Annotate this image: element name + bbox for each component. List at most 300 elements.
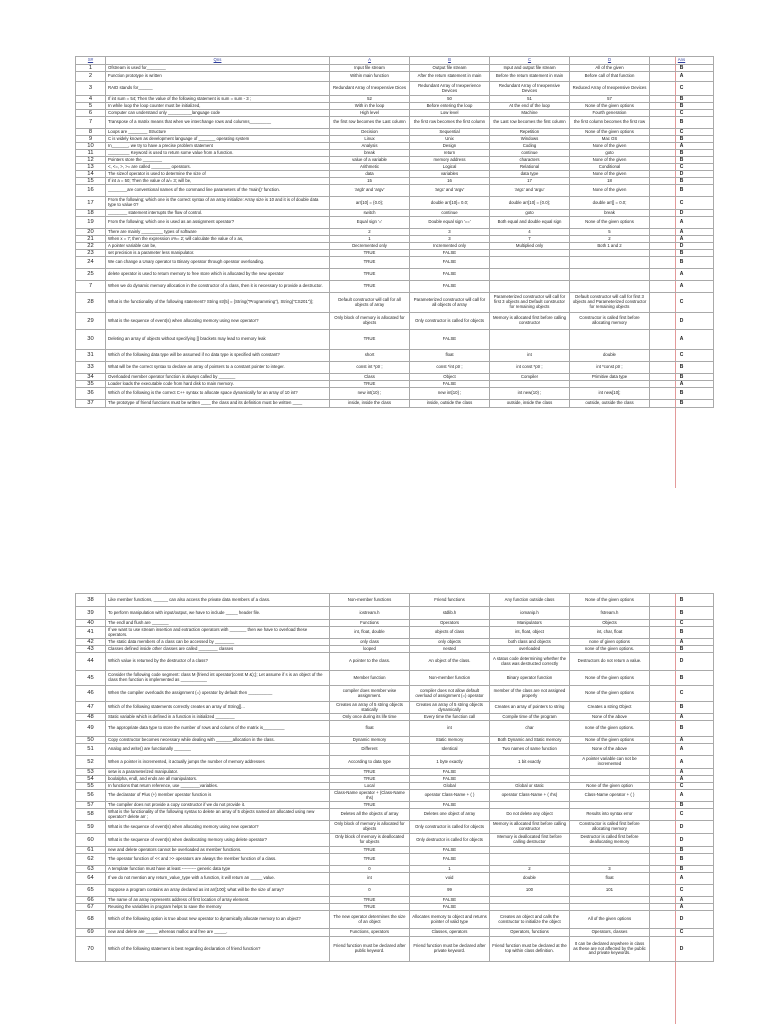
question-row bbox=[76, 178, 714, 185]
option-c: the Last row becomes the first column bbox=[490, 117, 570, 129]
option-c: int bbox=[490, 350, 570, 362]
answer-key: D bbox=[650, 821, 714, 834]
option-d: none of the given options. bbox=[570, 646, 650, 653]
answer-key: B bbox=[650, 671, 714, 686]
option-b: 3 bbox=[410, 229, 490, 236]
option-d: Constructor is called first before allocating memory bbox=[570, 313, 650, 330]
question-text: new and delete are _____ whereas malloc and free are _____. bbox=[106, 929, 330, 937]
question-text: Like member functions, ______ can also access the private data members of a class. bbox=[106, 594, 330, 607]
option-a: 'argb' and 'argv' bbox=[330, 185, 410, 197]
option-b: only objects bbox=[410, 639, 490, 646]
question-text: What is the sequence of event(s) when allocating memory using new operator? bbox=[106, 313, 330, 330]
option-c: Multiplied only bbox=[490, 243, 570, 250]
answer-key: A bbox=[650, 143, 714, 150]
option-b: 3 bbox=[410, 236, 490, 243]
answer-key: C bbox=[650, 620, 714, 627]
option-a: TRUE bbox=[330, 776, 410, 783]
option-d bbox=[570, 257, 650, 269]
question-row bbox=[76, 374, 714, 381]
header-answer: Ans bbox=[650, 57, 714, 65]
option-a: the first row becomes the Last column bbox=[330, 117, 410, 129]
question-number: 37 bbox=[76, 400, 106, 408]
question-text: Static variable which is defined in a function is initialized ________ bbox=[106, 714, 330, 721]
option-b: operator Class-Name + ( ) bbox=[410, 790, 490, 802]
option-b: Deletes one object of array bbox=[410, 809, 490, 821]
question-number: 60 bbox=[76, 834, 106, 847]
answer-key: D bbox=[650, 243, 714, 250]
option-b: compiler does not allow default overload of assignment (=) operator bbox=[410, 686, 490, 702]
mcq-table-bottom bbox=[75, 593, 713, 962]
question-row bbox=[76, 721, 714, 737]
option-c: member of the class are not assigned properly bbox=[490, 686, 570, 702]
answer-key: C bbox=[650, 350, 714, 362]
option-d bbox=[570, 904, 650, 911]
option-b: Parameterized constructor will call for all objects of array bbox=[410, 293, 490, 313]
option-a: 0 bbox=[330, 866, 410, 873]
question-number: 20 bbox=[76, 229, 106, 236]
option-a: value of a variable bbox=[330, 157, 410, 164]
option-a: only class bbox=[330, 639, 410, 646]
answer-key: C bbox=[650, 129, 714, 136]
question-text: We can change a Unary operator to Binary operator through operator overloading. bbox=[106, 257, 330, 269]
option-c bbox=[490, 257, 570, 269]
option-b: Identical bbox=[410, 744, 490, 756]
option-c: Do not delete any object bbox=[490, 809, 570, 821]
question-number: 51 bbox=[76, 744, 106, 756]
answer-key: C bbox=[650, 809, 714, 821]
option-c: Both equal and double equal sign bbox=[490, 217, 570, 229]
mcq-table-top bbox=[75, 56, 713, 408]
question-row bbox=[76, 164, 714, 171]
option-c: 51 bbox=[490, 96, 570, 103]
option-a: The new operator determines the size of an object bbox=[330, 911, 410, 929]
option-d: 3 bbox=[570, 866, 650, 873]
question-row bbox=[76, 873, 714, 885]
option-a: TRUE bbox=[330, 847, 410, 854]
question-number: 24 bbox=[76, 257, 106, 269]
question-text: If we do not mention any return_value_type with a function, it will return an _____ value. bbox=[106, 873, 330, 885]
option-b: Only constructor is called for objects bbox=[410, 821, 490, 834]
question-row bbox=[76, 653, 714, 671]
option-b: Allocates memory to object and returns pointer of valid type bbox=[410, 911, 490, 929]
option-b: return bbox=[410, 150, 490, 157]
question-number: 62 bbox=[76, 854, 106, 866]
answer-key: A bbox=[650, 776, 714, 783]
question-number: 64 bbox=[76, 873, 106, 885]
option-a: new int(10) ; bbox=[330, 388, 410, 400]
option-d: 5 bbox=[570, 229, 650, 236]
question-text: Classes defined inside other classes are called ________ classes bbox=[106, 646, 330, 653]
option-c: Compiler bbox=[490, 374, 570, 381]
question-number: 29 bbox=[76, 313, 106, 330]
option-a: Functions bbox=[330, 620, 410, 627]
option-a: 0 bbox=[330, 885, 410, 897]
question-text: Which of the following statements correctly creates an array of String[]... bbox=[106, 702, 330, 714]
option-c: Operators, functions bbox=[490, 929, 570, 937]
question-number: 30 bbox=[76, 330, 106, 350]
option-a: compiler does member wise assignment. bbox=[330, 686, 410, 702]
question-number: 48 bbox=[76, 714, 106, 721]
option-c: Parameterized constructor will call for first 3 objects and Default constructor for remaining objects bbox=[490, 293, 570, 313]
answer-key: C bbox=[650, 164, 714, 171]
option-b: FALSE bbox=[410, 281, 490, 293]
question-number: 63 bbox=[76, 866, 106, 873]
option-a: const int *ptr ; bbox=[330, 362, 410, 374]
question-text: A pointer variable can be, bbox=[106, 243, 330, 250]
option-d: Mac OS bbox=[570, 136, 650, 143]
question-text: Loops are ________ Structure bbox=[106, 129, 330, 136]
option-b: 16 bbox=[410, 178, 490, 185]
question-text: Computer can understand only __________language code bbox=[106, 110, 330, 117]
option-a: switch bbox=[330, 210, 410, 217]
option-a: 52 bbox=[330, 96, 410, 103]
option-b: void bbox=[410, 873, 490, 885]
option-b: stdlib.h bbox=[410, 607, 490, 620]
answer-key: C bbox=[650, 293, 714, 313]
option-a: Decremented only bbox=[330, 243, 410, 250]
answer-key: B bbox=[650, 721, 714, 737]
answer-key: B bbox=[650, 388, 714, 400]
option-d bbox=[570, 897, 650, 904]
question-text: Reusing the variables in program helps to save the memory bbox=[106, 904, 330, 911]
question-number: 31 bbox=[76, 350, 106, 362]
question-row bbox=[76, 236, 714, 243]
question-text: The operator function of << and >> operators are always the member function of a class. bbox=[106, 854, 330, 866]
question-number: 40 bbox=[76, 620, 106, 627]
question-number: 10 bbox=[76, 143, 106, 150]
option-d: fstream.h bbox=[570, 607, 650, 620]
option-d: Conditional bbox=[570, 164, 650, 171]
option-b: 'argc' and 'argv' bbox=[410, 185, 490, 197]
question-row bbox=[76, 103, 714, 110]
option-d: None of the given options bbox=[570, 217, 650, 229]
header-question: Qns bbox=[106, 57, 330, 65]
question-number: 50 bbox=[76, 737, 106, 744]
question-number: 42 bbox=[76, 639, 106, 646]
answer-key: B bbox=[650, 96, 714, 103]
question-number: 49 bbox=[76, 721, 106, 737]
question-text: The sizeof operator is used to determine the size of bbox=[106, 171, 330, 178]
option-a: TRUE bbox=[330, 257, 410, 269]
question-row bbox=[76, 866, 714, 873]
question-text: Loader loads the executable code from hard disk to main memory. bbox=[106, 381, 330, 388]
answer-key: D bbox=[650, 834, 714, 847]
question-number: 54 bbox=[76, 776, 106, 783]
question-text: If we want to use stream insertion and extraction operators with _______ then we have to overload these operators. bbox=[106, 627, 330, 639]
question-row bbox=[76, 607, 714, 620]
option-d: None of the above bbox=[570, 714, 650, 721]
option-d: int new[10]; bbox=[570, 388, 650, 400]
option-d bbox=[570, 802, 650, 809]
answer-key: C bbox=[650, 110, 714, 117]
answer-key: B bbox=[650, 594, 714, 607]
option-b: FALSE bbox=[410, 854, 490, 866]
question-row bbox=[76, 802, 714, 809]
question-number: 7 bbox=[76, 281, 106, 293]
header-option-a: A bbox=[330, 57, 410, 65]
option-c: 1 bit exactly bbox=[490, 756, 570, 769]
question-row bbox=[76, 150, 714, 157]
option-c: double arr[10] = {0.0}; bbox=[490, 197, 570, 210]
answer-key: B bbox=[650, 646, 714, 653]
option-c: Input and output file stream bbox=[490, 65, 570, 72]
option-c: Creates an object and calls the constructor to initialize the object bbox=[490, 911, 570, 929]
option-a: Decision bbox=[330, 129, 410, 136]
option-b: Design bbox=[410, 143, 490, 150]
option-d: Default constructor will call for first 3 objects and Parameterized constructor for remaining objects bbox=[570, 293, 650, 313]
option-b: Incremented only bbox=[410, 243, 490, 250]
option-b: Creates an array of 5 string objects dynamically bbox=[410, 702, 490, 714]
option-c: Coding bbox=[490, 143, 570, 150]
question-text: From the following; which one is used as an assignment operator? bbox=[106, 217, 330, 229]
question-row bbox=[76, 72, 714, 82]
option-a: iostream.h bbox=[330, 607, 410, 620]
option-c: goto bbox=[490, 210, 570, 217]
answer-key: B bbox=[650, 185, 714, 197]
option-c: Creates an array of pointers to string bbox=[490, 702, 570, 714]
question-number: 59 bbox=[76, 821, 106, 834]
option-b: variables bbox=[410, 171, 490, 178]
question-number: 65 bbox=[76, 885, 106, 897]
question-number: 4 bbox=[76, 96, 106, 103]
option-d bbox=[570, 854, 650, 866]
answer-key: C bbox=[650, 686, 714, 702]
option-c: Both Dynamic and Static memory bbox=[490, 737, 570, 744]
question-text: Which of the following option is true about new operator to dynamically allocate memory to an object? bbox=[106, 911, 330, 929]
option-c: Redundant Array of Inexpensive Devices bbox=[490, 82, 570, 96]
question-number: 33 bbox=[76, 362, 106, 374]
answer-key: B bbox=[650, 802, 714, 809]
option-a: Deletes all the objects of array bbox=[330, 809, 410, 821]
question-row bbox=[76, 897, 714, 904]
option-c: Manipulators bbox=[490, 620, 570, 627]
question-text: What is the sequence of event(s) when allocating memory using new operator? bbox=[106, 821, 330, 834]
question-text: When a pointer is incremented, it actually jumps the number of memory addresses bbox=[106, 756, 330, 769]
question-text: What is the functionality of the following syntax to delete an array of 5 objects named arr allocated using new operator? delete arr ; bbox=[106, 809, 330, 821]
answer-key: A bbox=[650, 72, 714, 82]
question-row bbox=[76, 702, 714, 714]
question-number: 6 bbox=[76, 110, 106, 117]
option-d: Operators, classes bbox=[570, 929, 650, 937]
option-b: continue bbox=[410, 210, 490, 217]
question-row bbox=[76, 737, 714, 744]
option-d: Fourth generation bbox=[570, 110, 650, 117]
option-c: Memory is allocated first before calling constructor bbox=[490, 313, 570, 330]
option-d: Creates a string Object bbox=[570, 702, 650, 714]
option-c: 2 bbox=[490, 866, 570, 873]
question-number: 55 bbox=[76, 783, 106, 790]
option-c: Memory is deallocated first before calling destructor bbox=[490, 834, 570, 847]
option-a: Input file stream bbox=[330, 65, 410, 72]
option-a: Equal sign '=' bbox=[330, 217, 410, 229]
header-option-b: B bbox=[410, 57, 490, 65]
option-a: TRUE bbox=[330, 897, 410, 904]
option-a: TRUE bbox=[330, 250, 410, 257]
option-d: outside, outside the class bbox=[570, 400, 650, 408]
option-a: TRUE bbox=[330, 269, 410, 281]
header-serial: S# bbox=[76, 57, 106, 65]
question-row bbox=[76, 143, 714, 150]
option-a: Within main function bbox=[330, 72, 410, 82]
question-number: 21 bbox=[76, 236, 106, 243]
option-b: FALSE bbox=[410, 330, 490, 350]
option-c: Global or static bbox=[490, 783, 570, 790]
option-a: Analysis bbox=[330, 143, 410, 150]
option-a: Only once during its life time bbox=[330, 714, 410, 721]
question-number: 43 bbox=[76, 646, 106, 653]
option-c bbox=[490, 769, 570, 776]
question-row bbox=[76, 937, 714, 962]
option-d: None of the given options bbox=[570, 671, 650, 686]
question-row bbox=[76, 171, 714, 178]
question-row bbox=[76, 686, 714, 702]
answer-key: B bbox=[650, 117, 714, 129]
answer-key: C bbox=[650, 885, 714, 897]
option-c: Repetition bbox=[490, 129, 570, 136]
option-a: Local bbox=[330, 783, 410, 790]
question-text: From the following; which one is the correct syntax of an array initialize: Array size is 10 and it is of double data type to value 0? bbox=[106, 197, 330, 210]
option-d: Objects bbox=[570, 620, 650, 627]
question-number: 67 bbox=[76, 904, 106, 911]
question-row bbox=[76, 911, 714, 929]
question-row bbox=[76, 269, 714, 281]
question-row bbox=[76, 250, 714, 257]
option-a: float bbox=[330, 721, 410, 737]
question-row bbox=[76, 65, 714, 72]
option-b: Only destructor is called for objects bbox=[410, 834, 490, 847]
option-d: 2 bbox=[570, 236, 650, 243]
question-text: _________ Keyword is used to return some value from a function. bbox=[106, 150, 330, 157]
option-b: FALSE bbox=[410, 847, 490, 854]
header-option-c: C bbox=[490, 57, 570, 65]
option-c: int const *ptr ; bbox=[490, 362, 570, 374]
option-b: float bbox=[410, 350, 490, 362]
question-number: 28 bbox=[76, 293, 106, 313]
question-row bbox=[76, 110, 714, 117]
option-c bbox=[490, 269, 570, 281]
question-text: In functions that return reference, use ________variables. bbox=[106, 783, 330, 790]
option-d: Primitive data type bbox=[570, 374, 650, 381]
option-d: break bbox=[570, 210, 650, 217]
option-c: char bbox=[490, 721, 570, 737]
option-b: Non-member function bbox=[410, 671, 490, 686]
answer-key: A bbox=[650, 217, 714, 229]
option-d bbox=[570, 281, 650, 293]
question-row bbox=[76, 854, 714, 866]
option-a: Friend function must be declared after public keyword. bbox=[330, 937, 410, 962]
option-c: Compile time of the program bbox=[490, 714, 570, 721]
question-row bbox=[76, 136, 714, 143]
option-b: int bbox=[410, 721, 490, 737]
option-d: int *const ptr ; bbox=[570, 362, 650, 374]
option-b: FALSE bbox=[410, 776, 490, 783]
option-a: TRUE bbox=[330, 281, 410, 293]
answer-key: D bbox=[650, 911, 714, 929]
option-b: double arr[10]= 0.0; bbox=[410, 197, 490, 210]
option-d: Before call of that function bbox=[570, 72, 650, 82]
option-c: outside, inside the class bbox=[490, 400, 570, 408]
option-b: Classes, operators bbox=[410, 929, 490, 937]
question-row bbox=[76, 639, 714, 646]
option-d: none of the given options. bbox=[570, 721, 650, 737]
option-b: Double equal sign '==' bbox=[410, 217, 490, 229]
option-d: Destructors do not return a value. bbox=[570, 653, 650, 671]
question-number: 41 bbox=[76, 627, 106, 639]
answer-key: D bbox=[650, 171, 714, 178]
option-d: float bbox=[570, 873, 650, 885]
question-row bbox=[76, 157, 714, 164]
option-d: Constructor is called first before allocating memory bbox=[570, 821, 650, 834]
question-text: Deleting an array of objects without specifying [] brackets may lead to memory leak bbox=[106, 330, 330, 350]
question-text: setw is a parameterized manipulator. bbox=[106, 769, 330, 776]
option-d: Results into syntax error bbox=[570, 809, 650, 821]
option-d: Both 1 and 2 bbox=[570, 243, 650, 250]
question-number: 7 bbox=[76, 117, 106, 129]
question-row bbox=[76, 620, 714, 627]
question-text: The appropriate data type to store the number of rows and colums of the matrix is_________ bbox=[106, 721, 330, 737]
question-row bbox=[76, 929, 714, 937]
option-c: 17 bbox=[490, 178, 570, 185]
option-d: 18 bbox=[570, 178, 650, 185]
option-a: Dynamic memory bbox=[330, 737, 410, 744]
option-d bbox=[570, 776, 650, 783]
question-number: 25 bbox=[76, 269, 106, 281]
option-b: FALSE bbox=[410, 257, 490, 269]
question-number: 12 bbox=[76, 157, 106, 164]
option-c: data type bbox=[490, 171, 570, 178]
question-number: 66 bbox=[76, 897, 106, 904]
question-number: 16 bbox=[76, 185, 106, 197]
question-text: Which of the following is the correct C++ syntax to allocate space dynamically for an array of 10 int? bbox=[106, 388, 330, 400]
question-text: When the compiler overloads the assignment (=) operator by default then __________ bbox=[106, 686, 330, 702]
question-row bbox=[76, 281, 714, 293]
option-c: continue bbox=[490, 150, 570, 157]
option-c: Machine bbox=[490, 110, 570, 117]
question-row bbox=[76, 783, 714, 790]
question-text: What is the sequence of event(s) when deallocating memory using delete operator? bbox=[106, 834, 330, 847]
question-number: 14 bbox=[76, 171, 106, 178]
option-a: Different bbox=[330, 744, 410, 756]
question-text: What is the functionality of the following statement? String str[5] = {String("Programming"), String("CS201")}; bbox=[106, 293, 330, 313]
option-d: All of the given bbox=[570, 65, 650, 72]
answer-key: A bbox=[650, 769, 714, 776]
answer-key: D bbox=[650, 313, 714, 330]
answer-key: C bbox=[650, 197, 714, 210]
question-row bbox=[76, 381, 714, 388]
question-number: 69 bbox=[76, 929, 106, 937]
question-number: 19 bbox=[76, 217, 106, 229]
option-a: Non-member functions bbox=[330, 594, 410, 607]
option-b: nested bbox=[410, 646, 490, 653]
option-b: Redundant Array of Inexperience Devices bbox=[410, 82, 490, 96]
option-c bbox=[490, 854, 570, 866]
option-b: FALSE bbox=[410, 769, 490, 776]
option-b: FALSE bbox=[410, 904, 490, 911]
question-row bbox=[76, 809, 714, 821]
option-b: FALSE bbox=[410, 250, 490, 257]
answer-key: B bbox=[650, 702, 714, 714]
option-a: TRUE bbox=[330, 904, 410, 911]
question-row bbox=[76, 594, 714, 607]
question-text: There are mainly _________ types of software bbox=[106, 229, 330, 236]
option-a: Only block of memory is allocated for objects bbox=[330, 313, 410, 330]
question-row bbox=[76, 790, 714, 802]
option-c bbox=[490, 330, 570, 350]
answer-key: A bbox=[650, 229, 714, 236]
answer-key: B bbox=[650, 374, 714, 381]
answer-key: A bbox=[650, 897, 714, 904]
option-c: Memory is allocated first before calling constructor bbox=[490, 821, 570, 834]
